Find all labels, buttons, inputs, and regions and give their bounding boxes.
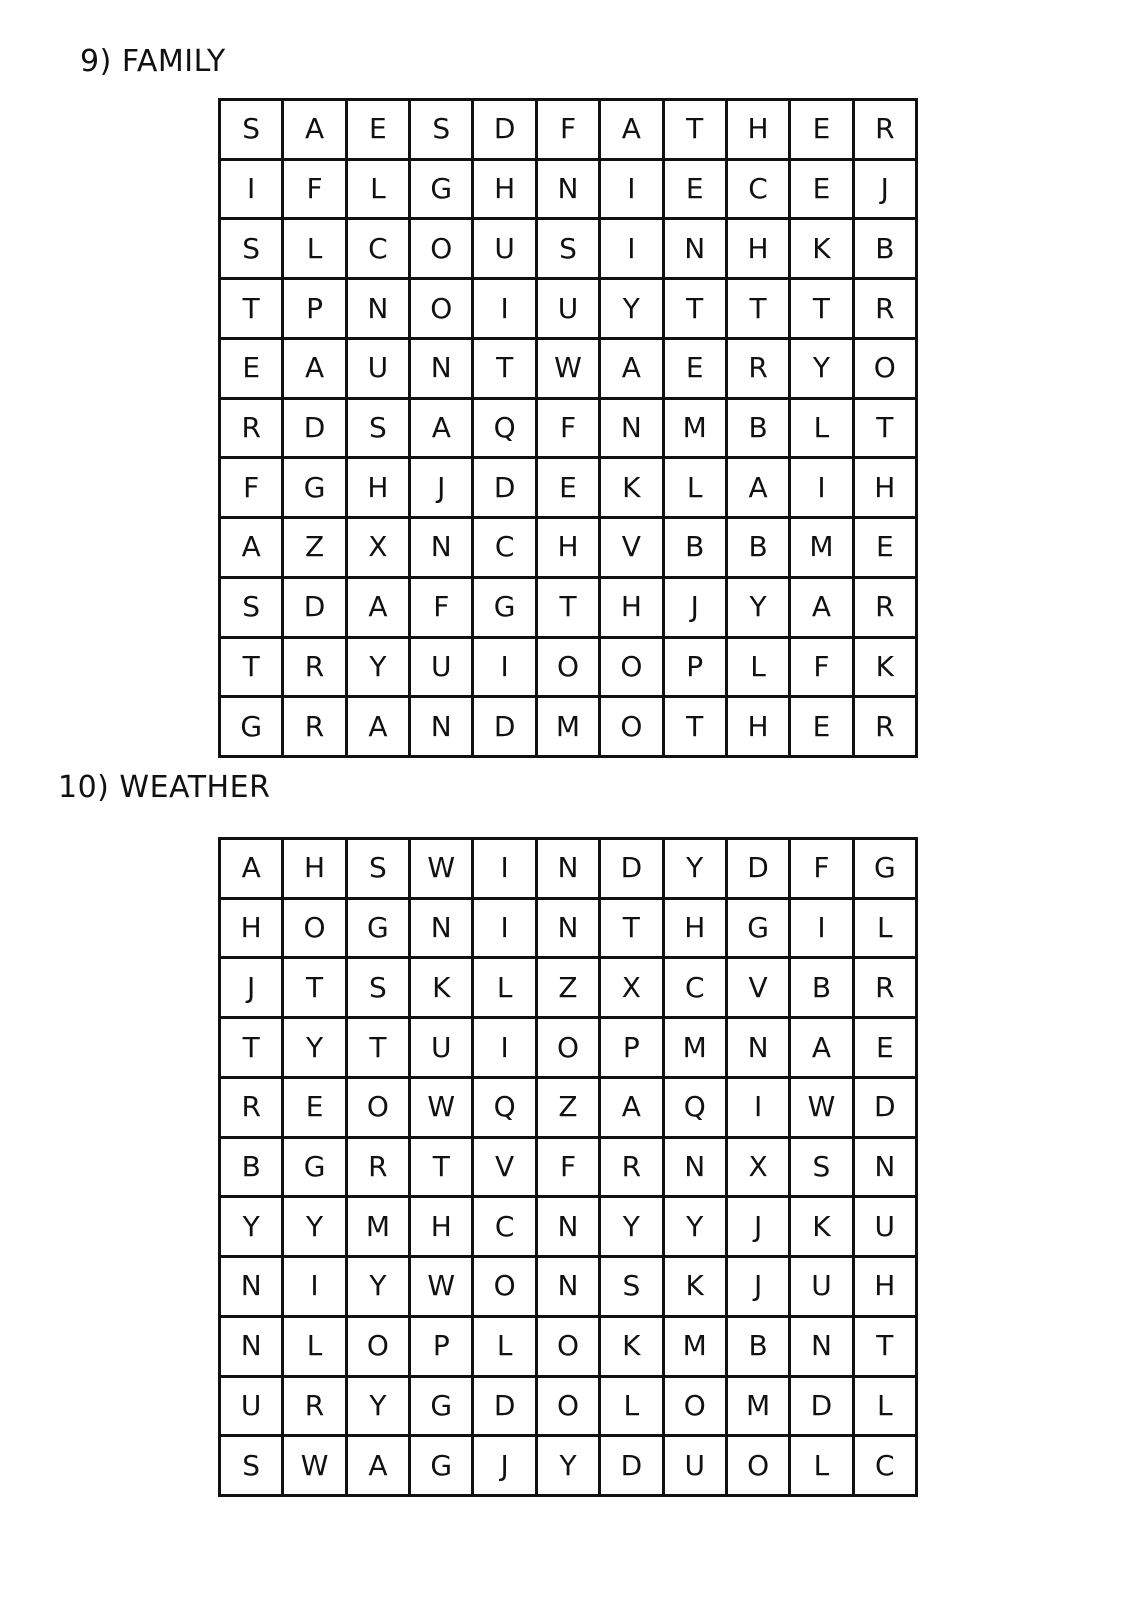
- grid-cell[interactable]: T: [665, 280, 725, 337]
- grid-cell[interactable]: C: [855, 1437, 915, 1494]
- grid-cell[interactable]: K: [601, 1318, 661, 1375]
- puzzle-title-weather: 10) WEATHER: [58, 770, 271, 805]
- grid-cell[interactable]: J: [221, 959, 281, 1016]
- grid-cell[interactable]: H: [665, 900, 725, 957]
- grid-cell[interactable]: A: [284, 101, 344, 158]
- grid-cell[interactable]: N: [348, 280, 408, 337]
- grid-cell[interactable]: O: [348, 1318, 408, 1375]
- grid-cell[interactable]: W: [284, 1437, 344, 1494]
- grid-cell[interactable]: H: [601, 579, 661, 636]
- grid-cell[interactable]: I: [601, 220, 661, 277]
- grid-cell[interactable]: D: [284, 400, 344, 457]
- grid-cell[interactable]: I: [728, 1079, 788, 1136]
- grid-cell[interactable]: M: [538, 698, 598, 755]
- grid-cell[interactable]: O: [728, 1437, 788, 1494]
- grid-cell[interactable]: D: [284, 579, 344, 636]
- grid-cell[interactable]: A: [221, 840, 281, 897]
- grid-cell[interactable]: A: [601, 1079, 661, 1136]
- grid-cell[interactable]: S: [348, 959, 408, 1016]
- grid-cell[interactable]: U: [665, 1437, 725, 1494]
- grid-cell[interactable]: D: [601, 840, 661, 897]
- grid-cell[interactable]: D: [474, 1378, 534, 1435]
- grid-cell[interactable]: H: [728, 220, 788, 277]
- grid-cell[interactable]: G: [348, 900, 408, 957]
- grid-cell[interactable]: N: [411, 519, 471, 576]
- grid-cell[interactable]: R: [348, 1139, 408, 1196]
- grid-cell[interactable]: D: [601, 1437, 661, 1494]
- grid-cell[interactable]: C: [348, 220, 408, 277]
- grid-cell[interactable]: E: [348, 101, 408, 158]
- grid-cell[interactable]: P: [284, 280, 344, 337]
- grid-cell[interactable]: N: [538, 1258, 598, 1315]
- word-search-grid-weather: [218, 837, 918, 1497]
- grid-cell[interactable]: A: [791, 579, 851, 636]
- grid-cell[interactable]: Y: [728, 579, 788, 636]
- grid-cell[interactable]: L: [728, 639, 788, 696]
- grid-cell[interactable]: L: [284, 1318, 344, 1375]
- grid-cell[interactable]: T: [474, 340, 534, 397]
- grid-cell[interactable]: Q: [474, 1079, 534, 1136]
- grid-cell[interactable]: Y: [284, 1198, 344, 1255]
- grid-cell[interactable]: R: [855, 579, 915, 636]
- grid-cell[interactable]: L: [474, 1318, 534, 1375]
- grid-cell[interactable]: V: [474, 1139, 534, 1196]
- grid-cell[interactable]: O: [474, 1258, 534, 1315]
- grid-cell[interactable]: Y: [348, 1258, 408, 1315]
- grid-cell[interactable]: W: [791, 1079, 851, 1136]
- grid-cell[interactable]: Y: [601, 1198, 661, 1255]
- grid-cell[interactable]: G: [411, 1378, 471, 1435]
- grid-cell[interactable]: K: [791, 220, 851, 277]
- grid-cell[interactable]: S: [348, 400, 408, 457]
- grid-cell[interactable]: S: [411, 101, 471, 158]
- grid-cell[interactable]: W: [538, 340, 598, 397]
- grid-cell[interactable]: O: [538, 1019, 598, 1076]
- grid-cell[interactable]: H: [728, 698, 788, 755]
- grid-cell[interactable]: G: [474, 579, 534, 636]
- grid-cell[interactable]: Y: [665, 1198, 725, 1255]
- grid-cell[interactable]: N: [538, 900, 598, 957]
- grid-cell[interactable]: D: [474, 459, 534, 516]
- grid-cell[interactable]: K: [855, 639, 915, 696]
- grid-cell[interactable]: U: [348, 340, 408, 397]
- grid-cell[interactable]: C: [474, 519, 534, 576]
- grid-cell[interactable]: R: [284, 698, 344, 755]
- grid-cell[interactable]: L: [855, 1378, 915, 1435]
- grid-cell[interactable]: Y: [791, 340, 851, 397]
- grid-cell[interactable]: L: [791, 400, 851, 457]
- grid-cell[interactable]: E: [855, 1019, 915, 1076]
- grid-cell[interactable]: K: [411, 959, 471, 1016]
- grid-cell[interactable]: N: [665, 220, 725, 277]
- grid-cell[interactable]: O: [855, 340, 915, 397]
- grid-cell[interactable]: B: [791, 959, 851, 1016]
- grid-cell[interactable]: N: [665, 1139, 725, 1196]
- grid-cell[interactable]: Y: [284, 1019, 344, 1076]
- grid-cell[interactable]: F: [538, 400, 598, 457]
- grid-cell[interactable]: N: [855, 1139, 915, 1196]
- grid-cell[interactable]: S: [601, 1258, 661, 1315]
- grid-cell[interactable]: D: [728, 840, 788, 897]
- grid-cell[interactable]: O: [538, 1318, 598, 1375]
- grid-cell[interactable]: O: [538, 639, 598, 696]
- grid-cell[interactable]: S: [221, 1437, 281, 1494]
- grid-cell[interactable]: V: [601, 519, 661, 576]
- grid-cell[interactable]: H: [221, 900, 281, 957]
- grid-cell[interactable]: D: [791, 1378, 851, 1435]
- grid-cell[interactable]: X: [728, 1139, 788, 1196]
- grid-cell[interactable]: B: [855, 220, 915, 277]
- grid-cell[interactable]: A: [284, 340, 344, 397]
- grid-cell[interactable]: C: [665, 959, 725, 1016]
- grid-cell[interactable]: T: [601, 900, 661, 957]
- grid-cell[interactable]: Q: [665, 1079, 725, 1136]
- grid-cell[interactable]: F: [791, 639, 851, 696]
- grid-cell[interactable]: A: [728, 459, 788, 516]
- grid-cell[interactable]: C: [728, 161, 788, 218]
- grid-cell[interactable]: Y: [665, 840, 725, 897]
- grid-cell[interactable]: L: [791, 1437, 851, 1494]
- grid-cell[interactable]: S: [221, 579, 281, 636]
- grid-cell[interactable]: K: [665, 1258, 725, 1315]
- grid-cell[interactable]: Y: [348, 1378, 408, 1435]
- grid-cell[interactable]: I: [474, 280, 534, 337]
- grid-cell[interactable]: A: [601, 340, 661, 397]
- grid-cell[interactable]: E: [538, 459, 598, 516]
- grid-cell[interactable]: N: [601, 400, 661, 457]
- grid-cell[interactable]: L: [474, 959, 534, 1016]
- grid-cell[interactable]: I: [601, 161, 661, 218]
- grid-cell[interactable]: N: [411, 340, 471, 397]
- grid-cell[interactable]: J: [728, 1198, 788, 1255]
- grid-cell[interactable]: I: [474, 840, 534, 897]
- grid-cell[interactable]: J: [411, 459, 471, 516]
- grid-cell[interactable]: I: [791, 900, 851, 957]
- grid-cell[interactable]: D: [474, 101, 534, 158]
- grid-cell[interactable]: I: [284, 1258, 344, 1315]
- grid-cell[interactable]: Z: [538, 959, 598, 1016]
- grid-cell[interactable]: H: [348, 459, 408, 516]
- grid-cell[interactable]: T: [221, 280, 281, 337]
- grid-cell[interactable]: O: [601, 639, 661, 696]
- grid-cell[interactable]: M: [665, 1318, 725, 1375]
- grid-cell[interactable]: T: [538, 579, 598, 636]
- grid-cell[interactable]: E: [855, 519, 915, 576]
- grid-cell[interactable]: R: [284, 639, 344, 696]
- grid-cell[interactable]: O: [284, 900, 344, 957]
- grid-cell[interactable]: O: [538, 1378, 598, 1435]
- grid-cell[interactable]: W: [411, 1079, 471, 1136]
- grid-cell[interactable]: F: [538, 101, 598, 158]
- grid-cell[interactable]: H: [855, 459, 915, 516]
- grid-cell[interactable]: N: [411, 698, 471, 755]
- grid-cell[interactable]: H: [474, 161, 534, 218]
- grid-cell[interactable]: K: [601, 459, 661, 516]
- grid-cell[interactable]: D: [474, 698, 534, 755]
- grid-cell[interactable]: O: [348, 1079, 408, 1136]
- grid-cell[interactable]: E: [665, 161, 725, 218]
- grid-cell[interactable]: W: [411, 1258, 471, 1315]
- grid-cell[interactable]: E: [665, 340, 725, 397]
- grid-cell[interactable]: H: [855, 1258, 915, 1315]
- grid-cell[interactable]: E: [791, 161, 851, 218]
- grid-cell[interactable]: D: [855, 1079, 915, 1136]
- grid-cell[interactable]: R: [284, 1378, 344, 1435]
- grid-cell[interactable]: J: [665, 579, 725, 636]
- grid-cell[interactable]: M: [348, 1198, 408, 1255]
- grid-cell[interactable]: Z: [538, 1079, 598, 1136]
- grid-cell[interactable]: T: [348, 1019, 408, 1076]
- grid-cell[interactable]: T: [411, 1139, 471, 1196]
- grid-cell[interactable]: S: [221, 101, 281, 158]
- grid-cell[interactable]: I: [474, 639, 534, 696]
- grid-cell[interactable]: S: [221, 220, 281, 277]
- grid-cell[interactable]: R: [855, 959, 915, 1016]
- grid-cell[interactable]: Y: [601, 280, 661, 337]
- grid-cell[interactable]: E: [791, 101, 851, 158]
- grid-cell[interactable]: T: [221, 1019, 281, 1076]
- grid-cell[interactable]: R: [221, 1079, 281, 1136]
- grid-cell[interactable]: O: [665, 1378, 725, 1435]
- grid-cell[interactable]: E: [791, 698, 851, 755]
- grid-cell[interactable]: Z: [284, 519, 344, 576]
- grid-cell[interactable]: U: [221, 1378, 281, 1435]
- grid-cell[interactable]: T: [665, 698, 725, 755]
- grid-cell[interactable]: A: [411, 400, 471, 457]
- grid-cell[interactable]: N: [538, 840, 598, 897]
- grid-cell[interactable]: J: [728, 1258, 788, 1315]
- grid-cell[interactable]: F: [221, 459, 281, 516]
- grid-cell[interactable]: G: [284, 459, 344, 516]
- grid-cell[interactable]: H: [411, 1198, 471, 1255]
- grid-cell[interactable]: H: [728, 101, 788, 158]
- grid-cell[interactable]: T: [221, 639, 281, 696]
- grid-cell[interactable]: N: [538, 1198, 598, 1255]
- grid-cell[interactable]: A: [791, 1019, 851, 1076]
- grid-cell[interactable]: T: [791, 280, 851, 337]
- grid-cell[interactable]: U: [411, 639, 471, 696]
- grid-cell[interactable]: T: [855, 400, 915, 457]
- grid-cell[interactable]: S: [791, 1139, 851, 1196]
- grid-cell[interactable]: C: [474, 1198, 534, 1255]
- grid-cell[interactable]: X: [601, 959, 661, 1016]
- grid-cell[interactable]: B: [728, 519, 788, 576]
- grid-cell[interactable]: U: [855, 1198, 915, 1255]
- grid-cell[interactable]: F: [411, 579, 471, 636]
- grid-cell[interactable]: M: [791, 519, 851, 576]
- grid-cell[interactable]: N: [221, 1258, 281, 1315]
- grid-cell[interactable]: O: [411, 220, 471, 277]
- grid-cell[interactable]: J: [474, 1437, 534, 1494]
- grid-cell[interactable]: B: [221, 1139, 281, 1196]
- grid-cell[interactable]: R: [728, 340, 788, 397]
- grid-cell[interactable]: L: [348, 161, 408, 218]
- grid-cell[interactable]: S: [538, 220, 598, 277]
- grid-cell[interactable]: N: [791, 1318, 851, 1375]
- grid-cell[interactable]: F: [791, 840, 851, 897]
- grid-cell[interactable]: P: [665, 639, 725, 696]
- grid-cell[interactable]: P: [411, 1318, 471, 1375]
- grid-cell[interactable]: H: [538, 519, 598, 576]
- grid-cell[interactable]: T: [665, 101, 725, 158]
- grid-cell[interactable]: O: [601, 698, 661, 755]
- grid-cell[interactable]: Y: [538, 1437, 598, 1494]
- grid-cell[interactable]: G: [411, 1437, 471, 1494]
- grid-cell[interactable]: I: [474, 900, 534, 957]
- grid-cell[interactable]: Q: [474, 400, 534, 457]
- grid-cell[interactable]: K: [791, 1198, 851, 1255]
- puzzle-title-family: 9) FAMILY: [80, 44, 226, 79]
- grid-cell[interactable]: P: [601, 1019, 661, 1076]
- grid-cell[interactable]: I: [474, 1019, 534, 1076]
- grid-cell[interactable]: E: [284, 1079, 344, 1136]
- grid-cell[interactable]: A: [348, 579, 408, 636]
- grid-cell[interactable]: E: [221, 340, 281, 397]
- word-search-grid-family: [218, 98, 918, 758]
- grid-cell[interactable]: L: [665, 459, 725, 516]
- grid-cell[interactable]: F: [284, 161, 344, 218]
- grid-cell[interactable]: H: [284, 840, 344, 897]
- grid-cell[interactable]: A: [221, 519, 281, 576]
- grid-cell[interactable]: B: [665, 519, 725, 576]
- grid-cell[interactable]: B: [728, 1318, 788, 1375]
- grid-cell[interactable]: G: [411, 161, 471, 218]
- grid-cell[interactable]: G: [221, 698, 281, 755]
- grid-cell[interactable]: S: [348, 840, 408, 897]
- grid-cell[interactable]: V: [728, 959, 788, 1016]
- grid-cell[interactable]: J: [855, 161, 915, 218]
- grid-cell[interactable]: O: [411, 280, 471, 337]
- grid-cell[interactable]: R: [855, 698, 915, 755]
- grid-cell[interactable]: N: [728, 1019, 788, 1076]
- grid-cell[interactable]: U: [791, 1258, 851, 1315]
- grid-cell[interactable]: A: [348, 1437, 408, 1494]
- grid-cell[interactable]: M: [665, 1019, 725, 1076]
- grid-cell[interactable]: R: [855, 101, 915, 158]
- grid-cell[interactable]: U: [538, 280, 598, 337]
- grid-cell[interactable]: L: [284, 220, 344, 277]
- grid-cell[interactable]: I: [221, 161, 281, 218]
- grid-cell[interactable]: A: [601, 101, 661, 158]
- grid-cell[interactable]: G: [284, 1139, 344, 1196]
- grid-cell[interactable]: A: [348, 698, 408, 755]
- grid-cell[interactable]: R: [221, 400, 281, 457]
- grid-cell[interactable]: M: [728, 1378, 788, 1435]
- grid-cell[interactable]: T: [284, 959, 344, 1016]
- grid-cell[interactable]: I: [791, 459, 851, 516]
- grid-cell[interactable]: R: [601, 1139, 661, 1196]
- grid-cell[interactable]: G: [728, 900, 788, 957]
- grid-cell[interactable]: Y: [348, 639, 408, 696]
- grid-cell[interactable]: U: [411, 1019, 471, 1076]
- grid-cell[interactable]: W: [411, 840, 471, 897]
- grid-cell[interactable]: F: [538, 1139, 598, 1196]
- grid-cell[interactable]: T: [855, 1318, 915, 1375]
- grid-cell[interactable]: N: [411, 900, 471, 957]
- grid-cell[interactable]: U: [474, 220, 534, 277]
- grid-cell[interactable]: Y: [221, 1198, 281, 1255]
- grid-cell[interactable]: G: [855, 840, 915, 897]
- grid-cell[interactable]: X: [348, 519, 408, 576]
- grid-cell[interactable]: N: [538, 161, 598, 218]
- grid-cell[interactable]: T: [728, 280, 788, 337]
- grid-cell[interactable]: L: [855, 900, 915, 957]
- grid-cell[interactable]: L: [601, 1378, 661, 1435]
- grid-cell[interactable]: N: [221, 1318, 281, 1375]
- grid-cell[interactable]: M: [665, 400, 725, 457]
- grid-cell[interactable]: R: [855, 280, 915, 337]
- grid-cell[interactable]: B: [728, 400, 788, 457]
